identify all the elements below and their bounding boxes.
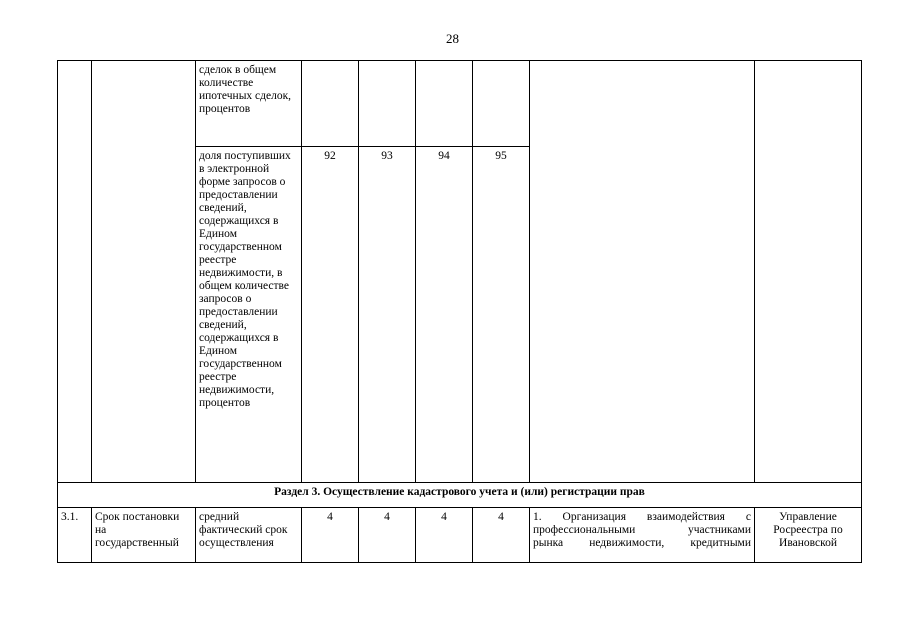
value-cell: 95 <box>473 147 530 483</box>
indicator-cell: сделок в общем количестве ипотечных сделок, процентов <box>196 61 302 147</box>
row-number-cell <box>58 61 92 483</box>
measures-line: 1. Организация взаимодействия с <box>533 511 751 523</box>
table-row <box>58 61 862 147</box>
value-cell: 4 <box>473 508 530 563</box>
value-cell: 4 <box>302 508 359 563</box>
value-cell: 93 <box>359 147 416 483</box>
measures-cell <box>530 61 755 483</box>
indicator-cell: средний фактический срок осуществления <box>196 508 302 563</box>
value-cell: 92 <box>302 147 359 483</box>
value-cell: 4 <box>359 508 416 563</box>
responsible-cell <box>755 61 862 483</box>
value-cell: 94 <box>416 147 473 483</box>
indicator-cell: доля поступивших в электронной форме запросов о предоставлении сведений, содержащихся в Едином государственном реестре недвижимости, в общем количестве запросов о предоставлении сведений, содержащихся в Едином государственном реестре недвижимости, процентов <box>196 147 302 483</box>
measures-line: профессиональными участниками <box>533 524 751 536</box>
responsible-cell: Управление Росреестра по Ивановской <box>755 508 862 563</box>
value-cell <box>302 61 359 147</box>
page-number: 28 <box>446 31 459 46</box>
row-name-cell: Срок постановки на государственный <box>92 508 196 563</box>
table-row <box>58 508 862 563</box>
section-title: Раздел 3. Осуществление кадастрового учета и (или) регистрации прав <box>58 483 862 508</box>
value-cell: 4 <box>416 508 473 563</box>
value-cell <box>416 61 473 147</box>
section-row <box>58 483 862 508</box>
measures-cell <box>530 508 755 563</box>
value-cell <box>359 61 416 147</box>
row-name-cell <box>92 61 196 483</box>
value-cell <box>473 61 530 147</box>
indicators-table <box>57 60 862 563</box>
row-number-cell: 3.1. <box>58 508 92 563</box>
measures-line: рынка недвижимости, кредитными <box>533 537 751 549</box>
